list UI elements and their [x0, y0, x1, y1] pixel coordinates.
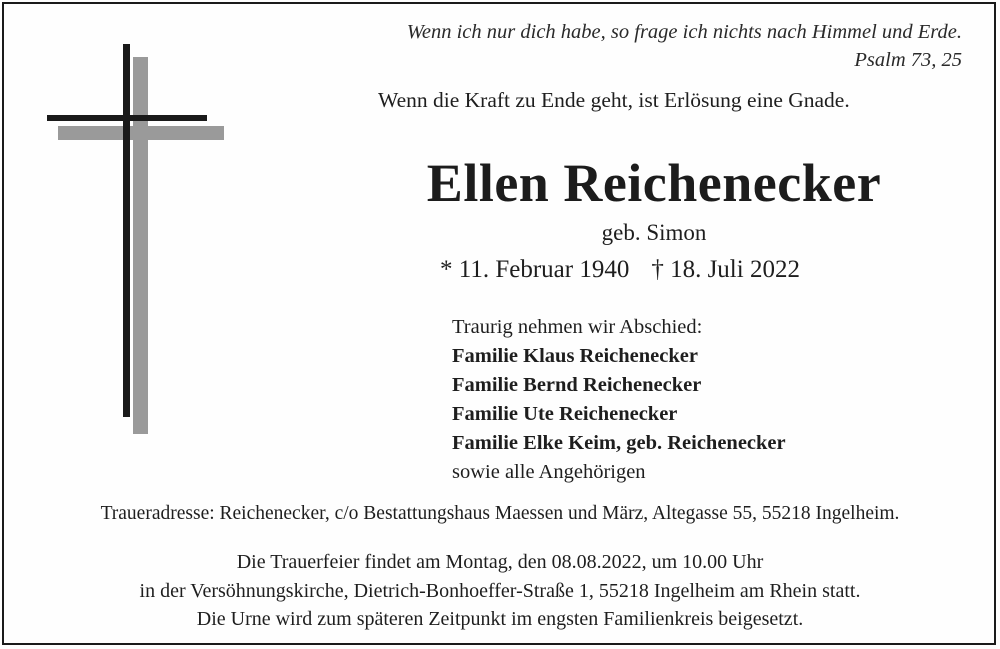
- cross-icon: [0, 0, 240, 450]
- cross-black-vertical: [123, 44, 130, 417]
- motto: Wenn die Kraft zu Ende geht, ist Erlösung eine Gnade.: [378, 88, 850, 112]
- service-line: Die Urne wird zum späteren Zeitpunkt im engsten Familienkreis beigesetzt.: [196, 608, 804, 630]
- mourner-family: Familie Elke Keim, geb. Reichenecker: [452, 432, 786, 454]
- mourners-list: [452, 313, 786, 487]
- bible-quote-text: Wenn ich nur dich habe, so frage ich nichts nach Himmel und Erde.: [406, 21, 962, 43]
- mourning-address: Traueradresse: Reichenecker, c/o Bestattungshaus Maessen und März, Altegasse 55, 55218 Ingelheim.: [100, 503, 900, 524]
- cross-gray-horizontal: [58, 126, 224, 140]
- life-dates: [440, 256, 800, 284]
- mourners-closing: sowie alle Angehörigen: [452, 461, 646, 483]
- cross-gray-vertical: [133, 57, 148, 434]
- funeral-service-info: [0, 548, 1000, 634]
- service-line: Die Trauerfeier findet am Montag, den 08.08.2022, um 10.00 Uhr: [236, 551, 764, 573]
- death-date: † 18. Juli 2022: [651, 256, 800, 283]
- birth-date: * 11. Februar 1940: [440, 256, 630, 283]
- mourner-family: Familie Ute Reichenecker: [452, 403, 678, 425]
- deceased-name: Ellen Reichenecker: [426, 153, 882, 213]
- bible-quote: [342, 18, 962, 74]
- bible-quote-source: Psalm 73, 25: [854, 49, 962, 71]
- mourners-intro: Traurig nehmen wir Abschied:: [452, 316, 703, 338]
- mourner-family: Familie Klaus Reichenecker: [452, 345, 698, 367]
- cross-black-horizontal: [47, 115, 207, 121]
- service-line: in der Versöhnungskirche, Dietrich-Bonhoeffer-Straße 1, 55218 Ingelheim am Rhein statt.: [139, 579, 861, 602]
- mourner-family: Familie Bernd Reichenecker: [452, 374, 702, 396]
- birth-name: geb. Simon: [601, 220, 707, 245]
